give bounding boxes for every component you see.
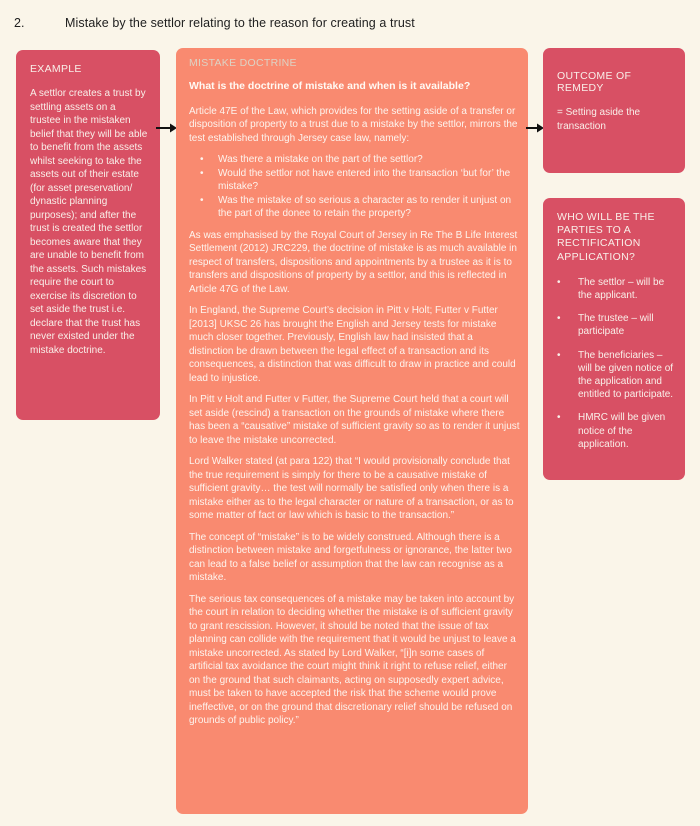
- doctrine-paragraph: The serious tax consequences of a mistake may be taken into account by the court in relation to deciding whether the mistake is of sufficient gravity to grant rescission. However, it should be noted that the issue of tax planning can collide with the requirement that it would be unjust to leave a mistake uncorrected. As stated by Lord Walker, “[i]n some cases of artificial tax avoidance the court might think it right to refuse relief, either on the ground that such claimants, acting on supposedly expert advice, must be taken to have accepted the risk that the scheme would prove ineffective, or on the ground that discretionary relief should be refused on grounds of public policy.”: [189, 593, 516, 726]
- parties-bullet-list: [557, 276, 677, 451]
- parties-bullet-item: [557, 411, 677, 451]
- doctrine-question: What is the doctrine of mistake and when is it available?: [189, 80, 471, 92]
- doctrine-paragraph: Lord Walker stated (at para 122) that “I would provisionally conclude that the true requirement is simply for there to be a causative mistake of sufficient gravity… the test will normally be satisfied only when there is a mistake either as to the legal character or nature of a transaction, or as to some matter of fact or law which is basic to the transaction.”: [189, 456, 514, 521]
- doctrine-paragraph: Article 47E of the Law, which provides for the setting aside of a transfer or disposition of property to a trust due to a mistake by the settlor, mirrors the test established through Jersey case law, namely:: [189, 105, 518, 144]
- section-number: 2.: [14, 16, 25, 30]
- doctrine-bullet-text: Would the settlor not have entered into the transaction ‘but for’ the mistake?: [218, 167, 511, 192]
- bullet-icon: •: [557, 412, 561, 424]
- doctrine-box: [176, 48, 528, 814]
- doctrine-bullet-text: Was the mistake of so serious a character as to render it unjust on the part of the donee to retain the property?: [218, 194, 512, 219]
- bullet-icon: •: [557, 313, 561, 325]
- example-box-header: EXAMPLE: [30, 63, 82, 75]
- doctrine-paragraph: The concept of “mistake” is to be widely construed. Although there is a distinction between mistake and forgetfulness or ignorance, the latter two can lead to a false belief or assumption that the law can recognise as a mistake.: [189, 531, 512, 583]
- outcome-box-body: = Setting aside the transaction: [557, 107, 641, 132]
- example-box-body: A settlor creates a trust by settling assets on a trustee in the mistaken belief that they will be able to benefit from the assets whilst seeking to take the assets out of their estate (for asset preservation/ dynastic planning purposes); and after the trust is created the settlor becomes aware that they are unable to benefit from the assets. Such mistakes require the court to exercise its discretion to set aside the trust i.e. declare that the trust has never existed under the mistake doctrine.: [30, 88, 148, 356]
- parties-box-header: WHO WILL BE THE PARTIES TO A RECTIFICATION APPLICATION?: [557, 211, 655, 263]
- flow-arrow-icon: [156, 121, 178, 135]
- doctrine-paragraph: As was emphasised by the Royal Court of Jersey in Re The B Life Interest Settlement (2012) JRC229, the doctrine of mistake is as much available in respect of transfers, dispositions and appointments by a trustee as it is to transfers and dispositions of property by a settlor, and this is reflected in Article 47G of the Law.: [189, 229, 518, 295]
- parties-bullet-item: [557, 276, 677, 302]
- doctrine-bullet-item: [200, 194, 520, 221]
- parties-bullet-item: [557, 312, 677, 338]
- outcome-box-header: OUTCOME OF REMEDY: [557, 70, 632, 94]
- bullet-icon: •: [557, 349, 561, 361]
- doctrine-box-header: MISTAKE DOCTRINE: [189, 57, 297, 69]
- parties-box: [543, 198, 685, 480]
- doctrine-bullet-text: Was there a mistake on the part of the settlor?: [218, 154, 423, 165]
- bullet-icon: •: [200, 167, 204, 179]
- parties-bullet-text: The trustee – will participate: [578, 313, 654, 338]
- doctrine-bullet-item: [200, 153, 520, 167]
- doctrine-bullet-item: [200, 167, 520, 194]
- parties-bullet-text: The beneficiaries – will be given notice of the application and entitled to participate.: [578, 349, 674, 401]
- bullet-icon: •: [200, 154, 204, 165]
- outcome-box: [543, 48, 685, 173]
- parties-bullet-text: HMRC will be given notice of the application.: [578, 412, 666, 450]
- example-box: [16, 50, 160, 420]
- bullet-icon: •: [557, 276, 561, 288]
- bullet-icon: •: [200, 194, 204, 206]
- doctrine-paragraph: In England, the Supreme Court’s decision in Pitt v Holt; Futter v Futter [2013] UKSC 26 has brought the English and Jersey tests for mistake much closer together. Previously, English law had insisted that a distinction be drawn between the legal effect of a transaction and its consequences, a distinction that was difficult to draw in practice and could lead to injustice.: [189, 305, 516, 384]
- parties-bullet-item: [557, 349, 677, 402]
- doctrine-paragraph: In Pitt v Holt and Futter v Futter, the Supreme Court held that a court will set aside (rescind) a transaction on the grounds of mistake where there has been a “causative” mistake of sufficient gravity so as to render it unjust to leave the mistake uncorrected.: [189, 394, 520, 446]
- parties-bullet-text: The settlor – will be the applicant.: [578, 276, 665, 302]
- page-title: Mistake by the settlor relating to the reason for creating a trust: [65, 16, 415, 30]
- doctrine-bullet-list: [189, 153, 520, 221]
